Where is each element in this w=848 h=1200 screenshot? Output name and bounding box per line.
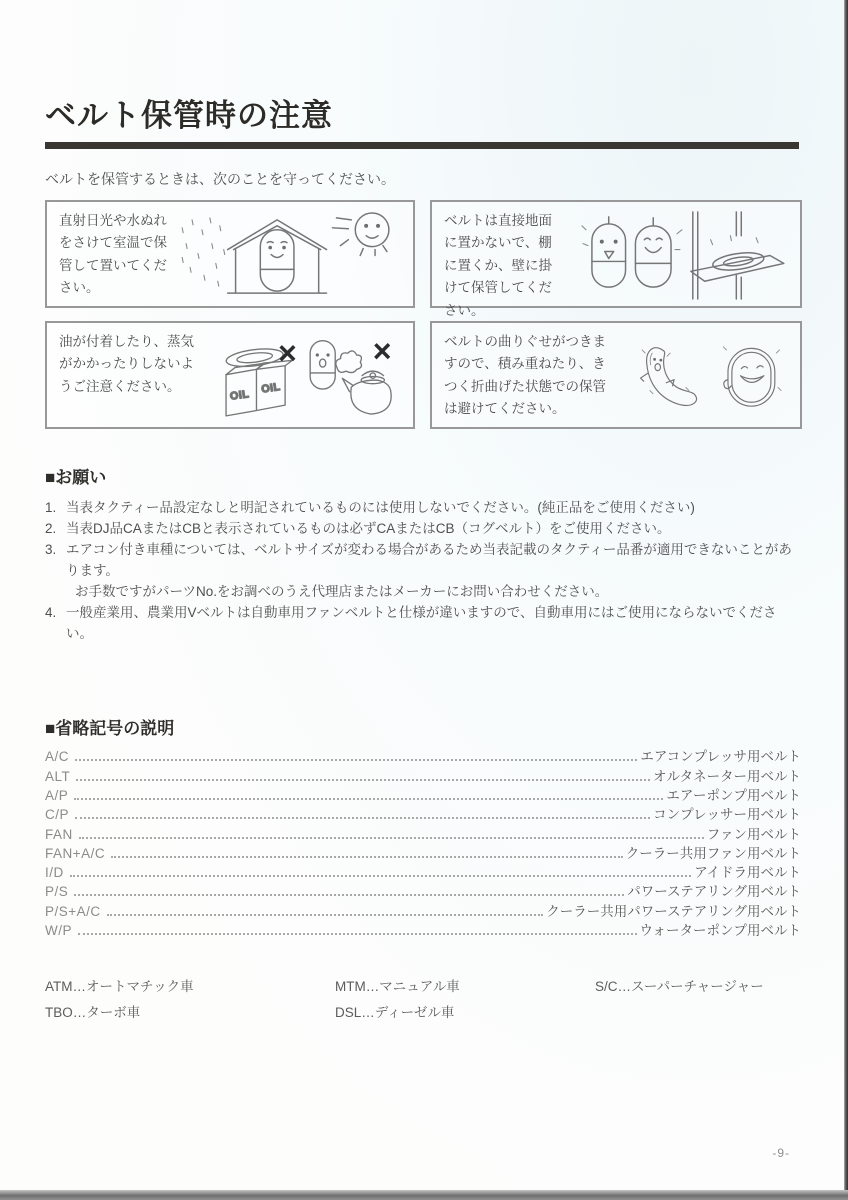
abbreviation-code: P/S [45,884,69,900]
abbreviation-code: C/P [45,807,70,823]
x-mark-icon: × [372,333,392,370]
belts-hung-on-wall-and-shelf-illustration [558,210,792,301]
legend-item: MTM…マニュアル車 [335,979,460,995]
sun-icon [333,213,389,256]
page-title: ベルト保管時の注意 [45,98,333,133]
request-items [45,497,801,644]
rain-house-sun-illustration [173,210,405,301]
abbreviation-code: FAN+A/C [45,845,106,861]
dotted-leader [111,856,623,858]
abbreviation-code: W/P [45,923,72,938]
dotted-leader [78,933,637,935]
abbreviation-desc: クーラー共用パワーステアリング用ベルト [546,903,801,919]
request-item-number: 3. [45,542,57,558]
legend-column [45,974,335,1026]
legend-column [335,974,595,1026]
abbreviation-desc: パワーステアリング用ベルト [627,884,801,900]
request-item [45,539,801,602]
storage-box-text: 直射日光や水ぬれをさけて室温で保管して置いてください。 [59,213,167,296]
request-item-text-line2: お手数ですがパーツNo.をお調べのうえ代理店またはメーカーにお問い合わせください。 [75,584,609,600]
request-item-text: 一般産業用、農業用Vベルトは自動車用ファンベルトと仕様が違いますので、自動車用にはご使用にならないでください。 [66,605,777,642]
abbreviation-rows [45,745,801,938]
legend-item: DSL…ディーゼル車 [335,1005,455,1021]
abbreviation-row [45,861,801,880]
steamed-belt-icon [310,341,361,389]
legend-item: S/C…スーパーチャージャー [595,979,764,995]
storage-box-text: ベルトは直接地面に置かないで、棚に置くか、壁に掛けて保管してください。 [444,213,552,318]
bent-belt-and-happy-belt-illustration [614,331,792,422]
dotted-leader [70,875,691,877]
storage-precaution-boxes [45,200,801,429]
request-item-text [66,539,801,602]
abbreviation-desc: アイドラ用ベルト [694,865,801,881]
storage-box-bending [430,321,802,429]
legend-item: TBO…ターボ車 [45,1005,141,1021]
dotted-leader [74,798,663,800]
dotted-leader [107,914,544,916]
oil-steam-svg [201,331,405,422]
dotted-leader [76,779,650,781]
scan-edge-right [844,0,848,1200]
request-item-text-line1: エアコン付き車種については、ベルトサイズが変わる場合があるため当表記載のタクティー品番が適用できないことがあります。 [66,542,792,579]
title-rule-divider [45,142,799,149]
request-item [45,497,801,518]
abbreviation-desc: コンプレッサー用ベルト [653,807,801,823]
storage-box-shelf-wall [430,200,802,318]
abbreviation-heading: ■省略記号の説明 [45,719,175,739]
request-item-number: 4. [45,605,57,621]
abbreviation-desc: エアーポンプ用ベルト [666,787,801,803]
request-item [45,602,801,644]
storage-box-text: ベルトの曲りぐせがつきますので、積み重ねたり、きつく折曲げた状態での保管は避けてください。 [444,334,606,417]
abbreviation-row [45,803,801,822]
dotted-leader [75,817,650,819]
vehicle-legend [45,974,801,1026]
abbreviation-desc: ウォーターポンプ用ベルト [639,923,801,938]
request-section [45,463,801,644]
request-item-number: 1. [45,500,57,515]
abbreviation-desc: クーラー共用ファン用ベルト [625,845,801,861]
bent-belt-svg [614,331,792,422]
rain-house-sun-svg [173,210,405,301]
request-heading: ■お願い [45,468,107,487]
abbreviation-row [45,823,801,842]
abbreviation-desc: エアコンプレッサ用ベルト [640,749,801,765]
rain-drops-icon [182,218,225,286]
oil-cans-and-kettle-steam-illustration [201,331,405,422]
abbreviation-section [45,714,801,938]
abbreviation-code: I/D [45,865,64,881]
wall-shelf-svg [558,210,792,301]
abbreviation-row [45,919,801,938]
oil-label: OIL [260,381,282,396]
abbreviation-row [45,745,801,764]
abbreviation-code: P/S+A/C [45,903,101,919]
oil-label: OIL [229,388,250,403]
page-number: -9- [772,1146,790,1160]
storage-box-sunlight-water [45,200,415,308]
shelf-icon [691,212,784,299]
intro-text: ベルトを保管するときは、次のことを守ってください。 [45,171,395,187]
scan-edge-bottom [0,1190,848,1200]
bent-sad-belt-icon [641,348,697,406]
abbreviation-desc: オルタネーター用ベルト [653,768,801,784]
hanging-belt-icon [582,217,682,287]
abbreviation-code: FAN [45,826,73,842]
abbreviation-row [45,900,801,919]
legend-item: ATM…オートマチック車 [45,979,194,995]
dotted-leader [74,894,624,896]
request-item-text: 当表DJ品CAまたはCBと表示されているものは必ずCAまたはCB（コグベルト）をご使用ください。 [66,521,671,537]
storage-box-oil-steam [45,321,415,429]
house-icon [228,220,327,293]
request-item-number: 2. [45,521,57,537]
abbreviation-row [45,880,801,899]
legend-column [595,974,764,1026]
abbreviation-code: A/P [45,787,69,803]
storage-box-text: 油が付着したり、蒸気がかかったりしないようご注意ください。 [59,334,194,394]
abbreviation-code: ALT [45,768,71,784]
request-item-text: 当表タクティー品設定なしと明記されているものには使用しないでください。(純正品をご使用ください) [66,500,695,515]
abbreviation-row [45,784,801,803]
abbreviation-row [45,765,801,784]
abbreviation-row [45,842,801,861]
happy-belt-icon [723,347,781,406]
dotted-leader [79,837,704,839]
abbreviation-desc: ファン用ベルト [706,826,801,842]
x-mark-icon: × [277,334,297,371]
kettle-icon [342,371,391,414]
dotted-leader [75,759,637,761]
abbreviation-code: A/C [45,749,70,765]
request-item [45,518,801,539]
